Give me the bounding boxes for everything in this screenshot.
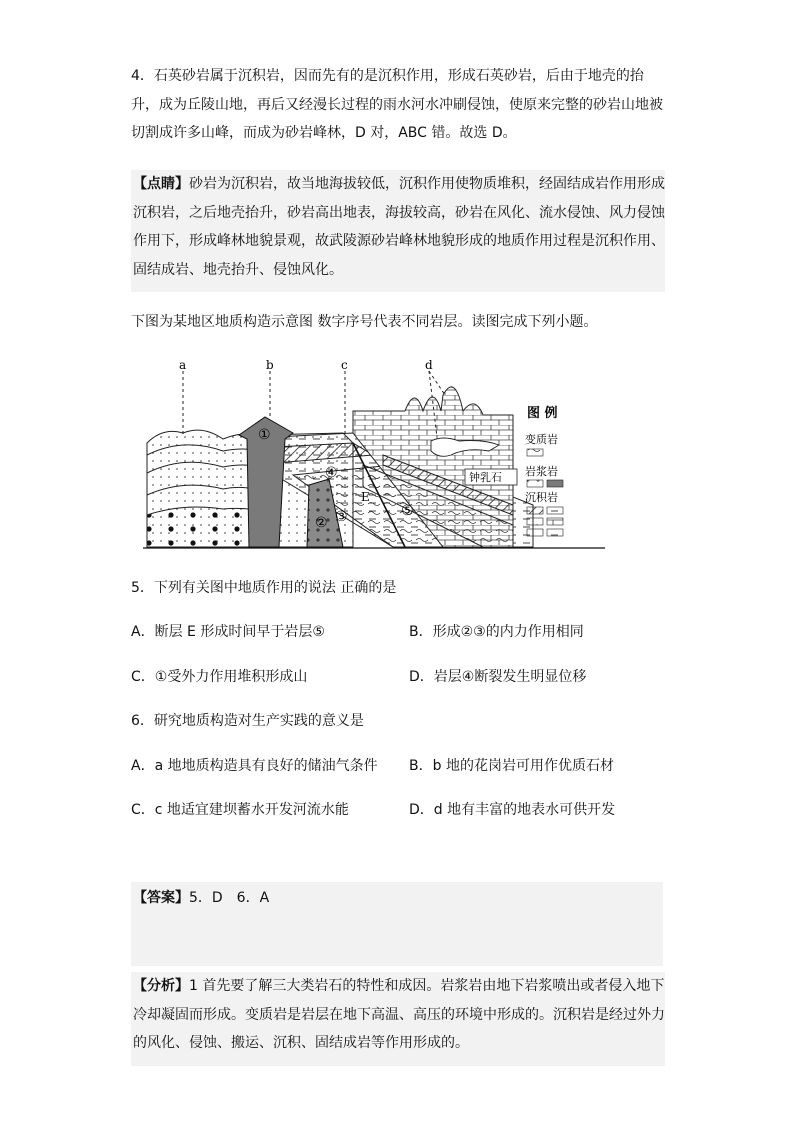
key-point-block xyxy=(131,170,665,292)
stalactite-label: 钟乳石 xyxy=(469,471,502,484)
layer-4: ④ xyxy=(325,465,338,481)
key-point-text: 砂岩为沉积岩，故当地海拔较低，沉积作用使物质堆积，经固结成岩作用形成沉积岩，之后地壳抬升，砂岩高出地表，海拔较高，砂岩在风化、流水侵蚀、风力侵蚀作用下，形成峰林地貌景观，故武陵源砂岩峰林地貌形成的地质作用过程是沉积作用、固结成岩、地壳抬升、侵蚀风化。 xyxy=(133,176,665,278)
answer-text: 5．D 6．A xyxy=(189,890,270,906)
q5-option-d[interactable]: D．岩层④断裂发生明显位移 xyxy=(409,669,587,685)
layer-2: ② xyxy=(315,515,328,531)
geologic-structure-figure xyxy=(143,355,605,555)
label-b: b xyxy=(266,358,274,372)
q5-option-c[interactable]: C．①受外力作用堆积形成山 xyxy=(131,669,308,685)
q5-option-b[interactable]: B．形成②③的内力作用相同 xyxy=(409,624,584,640)
analysis-tag: 【分析】 xyxy=(133,978,189,994)
label-a: a xyxy=(179,358,187,372)
q6-option-c[interactable]: C．c 地适宜建坝蓄水开发河流水能 xyxy=(131,802,349,818)
legend-igneous: 岩浆岩 xyxy=(525,465,558,478)
legend-sedimentary: 沉积岩 xyxy=(525,491,558,504)
legend-metamorphic: 变质岩 xyxy=(525,433,558,446)
figure-intro: 下图为某地区地质构造示意图 数字序号代表不同岩层。读图完成下列小题。 xyxy=(131,314,598,330)
q4-explanation: 4．石英砂岩属于沉积岩，因而先有的是沉积作用，形成石英砂岩，后由于地壳的抬升，成为丘陵山地，再后又经漫长过程的雨水河水冲刷侵蚀，使原来完整的砂岩山地被切割成许多山峰，而成为砂岩峰林，D 对，ABC 错。故选 D。 xyxy=(131,68,663,141)
q5-option-a[interactable]: A．断层 E 形成时间早于岩层⑤ xyxy=(131,624,325,640)
q6-option-b[interactable]: B．b 地的花岗岩可用作优质石材 xyxy=(409,758,614,774)
key-point-tag: 【点睛】 xyxy=(133,176,189,192)
layer-5: ⑤ xyxy=(401,503,414,519)
label-fault-e: E xyxy=(361,490,370,504)
layer-3: ③ xyxy=(335,509,348,525)
q6-option-d[interactable]: D．d 地有丰富的地表水可供开发 xyxy=(409,802,616,818)
answer-tag: 【答案】 xyxy=(133,890,189,906)
legend-title: 图 例 xyxy=(527,406,558,421)
label-c: c xyxy=(341,358,348,372)
q6-option-a[interactable]: A．a 地地质构造具有良好的储油气条件 xyxy=(131,758,378,774)
q5-stem: 5．下列有关图中地质作用的说法 正确的是 xyxy=(131,580,397,596)
label-d: d xyxy=(425,358,433,372)
answer-block xyxy=(131,882,663,966)
q6-stem: 6．研究地质构造对生产实践的意义是 xyxy=(131,713,364,729)
analysis-text: 1 首先要了解三大类岩石的特性和成因。岩浆岩由地下岩浆喷出或者侵入地下冷却凝固而形成。变质岩是岩层在地下高温、高压的环境中形成的。沉积岩是经过外力的风化、侵蚀、搬运、沉积、固结成岩等作用形成的。 xyxy=(133,978,665,1051)
analysis-block xyxy=(131,972,665,1066)
layer-1: ① xyxy=(258,427,271,443)
